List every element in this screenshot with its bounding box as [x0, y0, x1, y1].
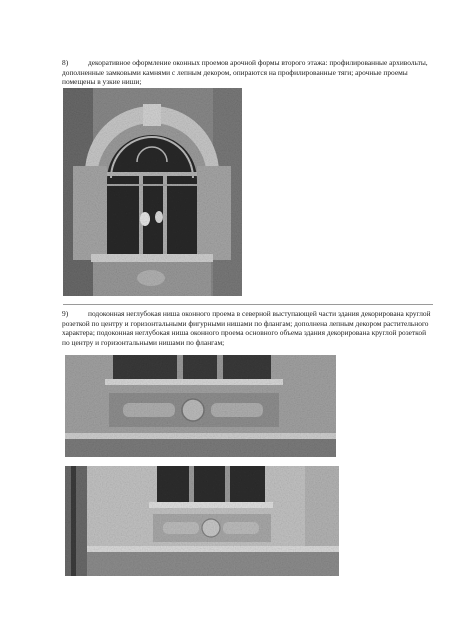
section-8-paragraph: [62, 58, 434, 87]
section-9-text: подоконная неглубокая ниша оконного проема в северной выступающей части здания декорирована круглой розеткой по центру и горизонтальными фигурными нишами по флангам; дополнена лепным декором растительного характера; подоконная неглубокая ниша оконного проема основного объема здания декорирована круглой розеткой по центру и горизонтальными нишами по флангам;: [62, 309, 431, 347]
section-divider: [63, 304, 433, 305]
sill-niche-rosette-photo: [65, 355, 336, 457]
section-9-number: 9): [62, 309, 69, 318]
section-8-number: 8): [62, 58, 69, 67]
section-8-text: декоративное оформление оконных проемов арочной формы второго этажа: профилированные архивольты, дополненные замковыми камнями с лепным декором, опираются на профилированные тяги; арочные проемы помещены в узкие ниши;: [62, 58, 428, 87]
arched-window-photo: [63, 88, 242, 296]
section-9-paragraph: [62, 309, 434, 347]
main-volume-niche-photo: [65, 466, 339, 576]
